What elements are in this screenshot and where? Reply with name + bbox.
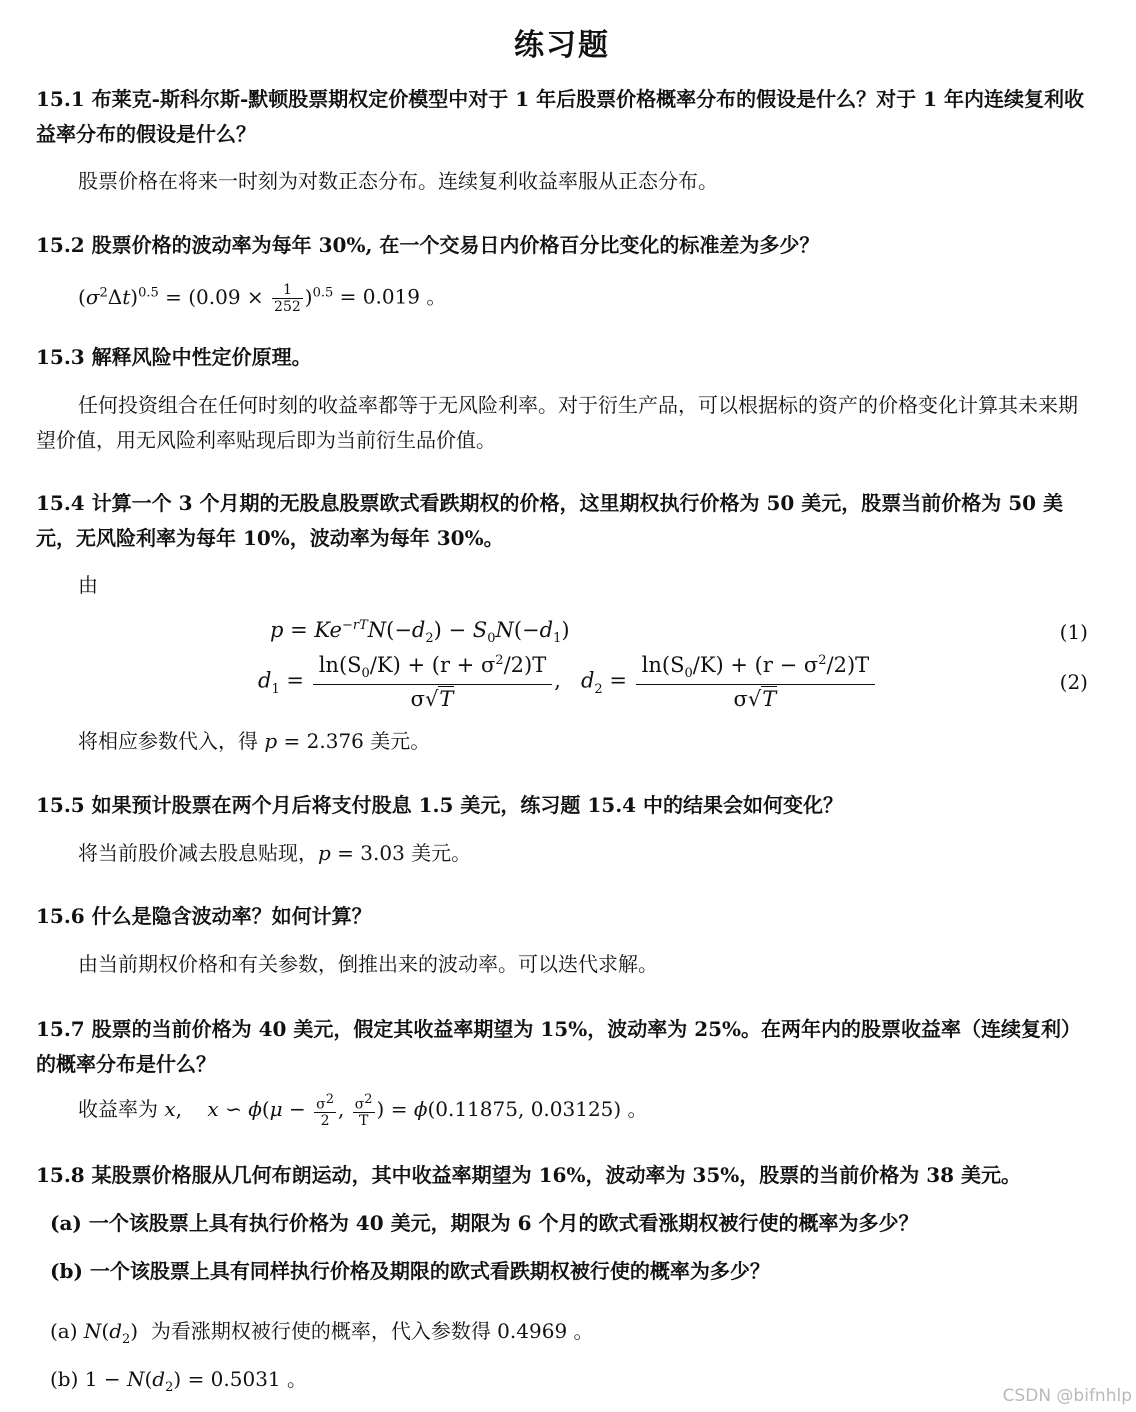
question-15-7: 15.7 股票的当前价格为 40 美元，假定其收益率期望为 15%，波动率为 25%。在两年内的股票收益率（连续复利）的概率分布是什么？ <box>36 1017 1082 1076</box>
answer-15-7-prefix: 收益率为 <box>78 1097 158 1121</box>
answer-15-6: 由当前期权价格和有关参数，倒推出来的波动率。可以迭代求解。 <box>78 952 658 976</box>
equation-2: $d_1$ = $\frac{\ln(S_0/K) + (r + \sigma^2/2)T}{\sigma√T}$ , $d_2$ = $\frac{\ln(S_0/K) + (r - \sigma^2/2)T}{\sigma√T}$ <box>258 654 877 710</box>
question-15-2: 15.2 股票价格的波动率为每年 30%, 在一个交易日内价格百分比变化的标准差为多少？ <box>36 233 820 257</box>
question-15-8-part-a: (a) 一个该股票上具有执行价格为 40 美元，期限为 6 个月的欧式看涨期权被行使的概率为多少？ <box>50 1211 919 1235</box>
answer-15-4-intro: 由 <box>78 573 98 597</box>
answer-15-8-a <box>50 1314 1090 1357</box>
question-15-4: 15.4 计算一个 3 个月期的无股息股票欧式看跌期权的价格，这里期权执行价格为 50 美元，股票当前价格为 50 美元，无风险利率为每年 10%，波动率为每年 30%。 <box>36 491 1064 550</box>
equation-2-number: (2) <box>1059 670 1088 694</box>
answer-15-8-a-text: 为看涨期权被行使的概率，代入参数得 0.4969 。 <box>150 1319 594 1343</box>
question-15-5: 15.5 如果预计股票在两个月后将支付股息 1.5 美元，练习题 15.4 中的结果会如何变化？ <box>36 793 844 817</box>
answer-15-4-prefix: 将相应参数代入，得 <box>78 729 258 753</box>
answer-15-8-a-label: (a) <box>50 1319 78 1343</box>
answer-15-4-value: = 2.376 美元。 <box>283 729 431 753</box>
question-15-8-part-b: (b) 一个该股票上具有同样执行价格及期限的欧式看跌期权被行使的概率为多少？ <box>50 1259 770 1283</box>
answer-15-4-symbol: p <box>264 729 278 753</box>
answer-15-8-b-label: (b) <box>50 1367 79 1391</box>
equation-1: $p = Ke^{-rT}N(-d_2) - S_0N(-d_1)$ <box>270 618 570 647</box>
answer-15-5-symbol: p <box>318 841 331 865</box>
answer-15-1: 股票价格在将来一时刻为对数正态分布。连续复利收益率服从正态分布。 <box>78 169 718 193</box>
question-15-1: 15.1 布莱克-斯科尔斯-默顿股票期权定价模型中对于 1 年后股票价格概率分布的假设是什么？对于 1 年内连续复利收益率分布的假设是什么？ <box>36 87 1084 146</box>
answer-15-7 <box>78 1092 1098 1128</box>
answer-15-8-a-formula: $N(d_2)$ <box>83 1319 139 1347</box>
equation-1-number: (1) <box>1059 620 1088 644</box>
question-15-6: 15.6 什么是隐含波动率？如何计算？ <box>36 904 372 928</box>
answer-15-7-value: (0.11875, 0.03125) 。 <box>427 1097 648 1121</box>
answer-15-8-b <box>50 1362 1090 1405</box>
answer-15-3: 任何投资组合在任何时刻的收益率都等于无风险利率。对于衍生产品，可以根据标的资产的价格变化计算其未来期望价值，用无风险利率贴现后即为当前衍生品价值。 <box>36 393 1078 452</box>
answer-15-8-b-formula: $1 - N(d_2)$ <box>84 1367 182 1395</box>
answer-15-7-formula: x, x ∽ ϕ(μ − $\frac{\sigma^2}{2}$ , $\frac{\sigma^2}{T}$ ) = ϕ <box>164 1091 428 1130</box>
question-15-3: 15.3 解释风险中性定价原理。 <box>36 345 312 369</box>
answer-15-8-b-value: = 0.5031 。 <box>187 1367 308 1391</box>
question-15-8: 15.8 某股票价格服从几何布朗运动，其中收益率期望为 16%，波动率为 35%，股票的当前价格为 38 美元。 <box>36 1163 1022 1187</box>
answer-15-5-value: = 3.03 美元。 <box>337 841 472 865</box>
answer-15-5-prefix: 将当前股价减去股息贴现， <box>78 841 318 865</box>
answer-15-4 <box>78 724 1098 759</box>
answer-15-2-formula: $(\sigma^2\Delta t)^{0.5} = (0.09$ × $\frac{1}{252}$ )$^{0.5}$ <box>78 281 334 315</box>
answer-15-2-result: = 0.019 。 <box>339 284 447 309</box>
watermark: CSDN @bifnhlp <box>1002 1386 1132 1406</box>
answer-15-2 <box>78 275 1098 315</box>
page-title: 练习题 <box>514 28 610 63</box>
answer-15-5 <box>78 836 1098 871</box>
